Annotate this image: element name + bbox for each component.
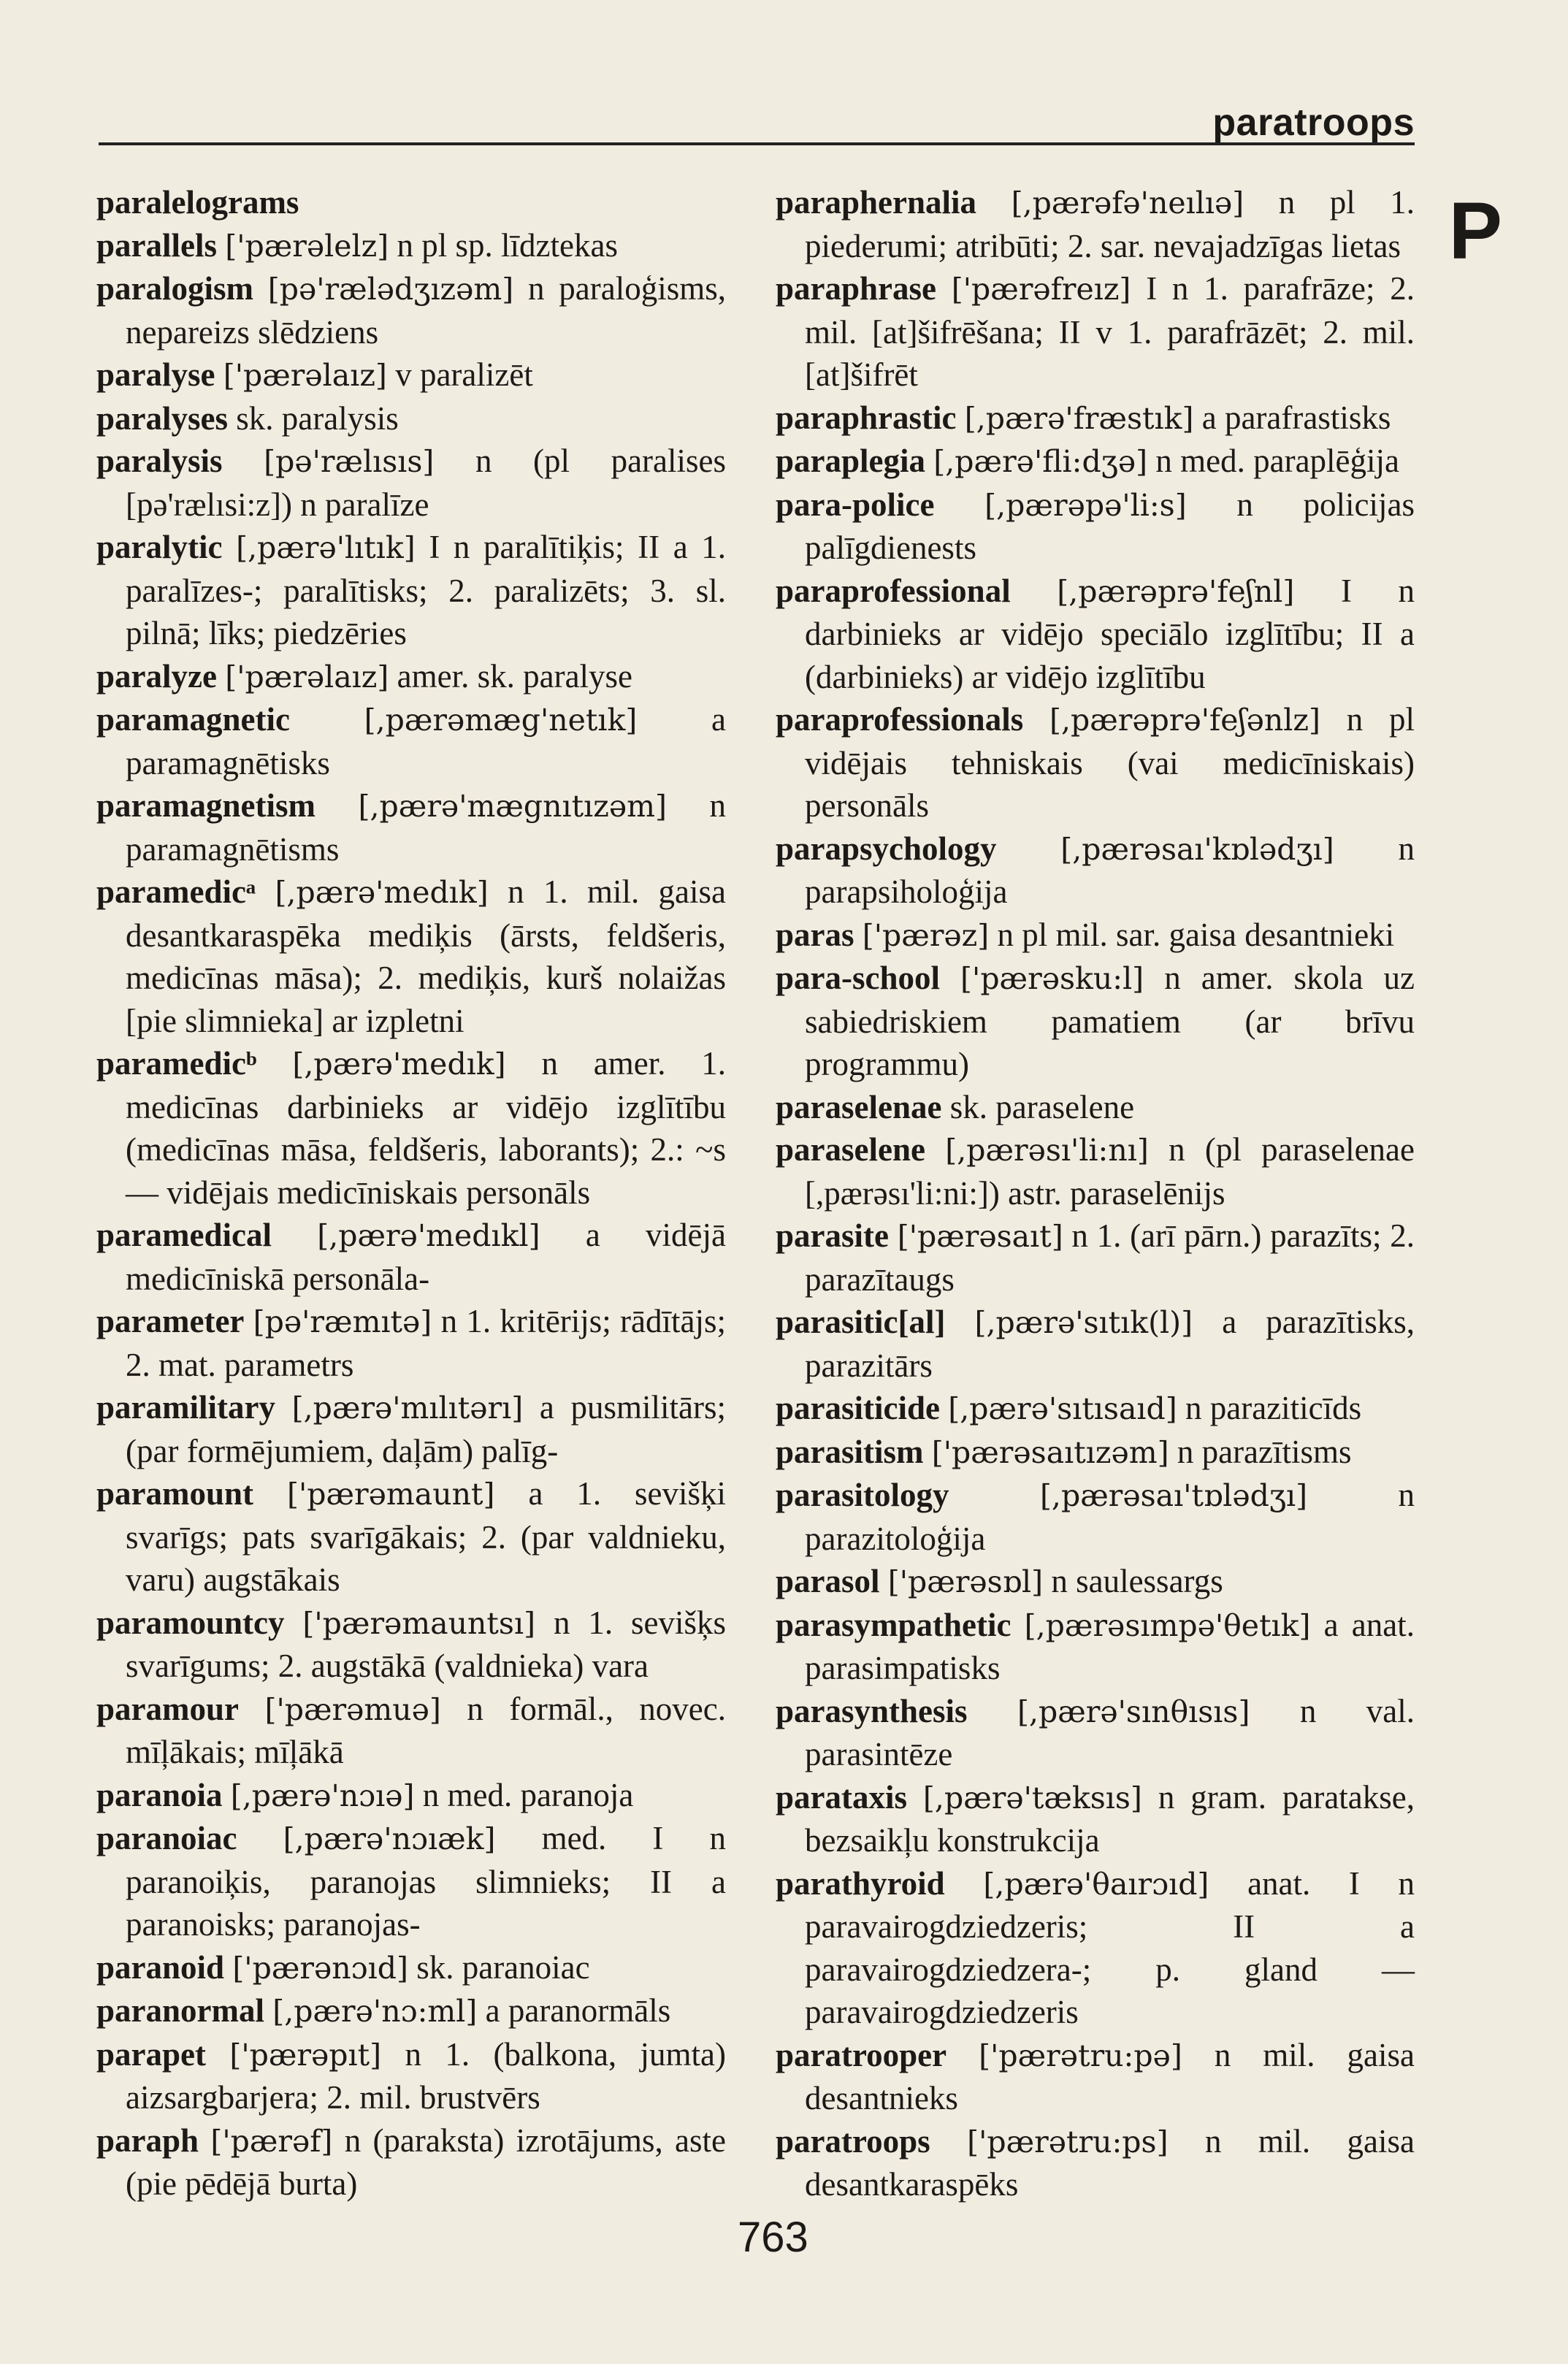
entry-definition: sk. paralysis xyxy=(236,399,399,437)
entry-pronunciation: [,pærə'nɔ:ml] xyxy=(272,1994,478,2029)
entry-pronunciation: [,pærəfə'neılıə] xyxy=(1011,185,1244,221)
entry-headword: paralysis xyxy=(96,443,223,479)
entry-headword: paraprofessional xyxy=(776,572,1011,609)
entry-definition: n parapsiholoģija xyxy=(805,830,1415,910)
entry-definition: n 1. sevišķs svarīgums; 2. augstākā (valdnieka) vara xyxy=(126,1604,726,1684)
entry-definition: n 1. kritērijs; rādītājs; 2. mat. parametrs xyxy=(126,1303,727,1383)
entry-headword: paraselenae xyxy=(776,1088,942,1125)
entry-headword: parasol xyxy=(776,1563,880,1599)
dictionary-entry xyxy=(96,181,726,224)
entry-pronunciation: [pə'ræmıtə] xyxy=(253,1304,432,1339)
dictionary-entry xyxy=(776,1431,1415,1474)
entry-pronunciation: ['pærətru:pə] xyxy=(979,2038,1182,2073)
entry-definition: anat. I n paravairogdziedzeris; II a paravairogdziedzera-; p. gland — paravairogdziedzeris xyxy=(805,1864,1415,2030)
entry-definition: I n 1. parafrāze; 2. mil. [at]šifrēšana; II v 1. parafrāzēt; 2. mil. [at]šifrēt xyxy=(805,270,1415,393)
entry-definition: n gram. paratakse, bezsaikļu konstrukcija xyxy=(805,1778,1415,1859)
entry-headword: parasite xyxy=(776,1217,889,1254)
header-rule xyxy=(99,142,1415,145)
dictionary-entry xyxy=(96,1214,726,1300)
entry-pronunciation: ['pærəfreız] xyxy=(951,272,1131,307)
entry-pronunciation: [,pærəpə'li:s] xyxy=(984,487,1187,523)
entry-pronunciation: [,pærə'medık] xyxy=(292,1047,506,1082)
entry-pronunciation: [,pærə'sıtık(l)] xyxy=(974,1305,1193,1340)
dictionary-entry xyxy=(96,698,726,784)
entry-pronunciation: [,pærə'medık] xyxy=(275,875,489,910)
entry-definition: n mil. gaisa desantkaraspēks xyxy=(805,2122,1415,2203)
dictionary-entry xyxy=(96,397,726,440)
dictionary-entry xyxy=(96,1688,726,1774)
entry-pronunciation: [,pærə'nɔıæk] xyxy=(283,1821,496,1856)
entry-pronunciation: ['pærəf] xyxy=(210,2123,333,2159)
entry-definition: n (pl paralises [pə'rælısi:z]) n paralīze xyxy=(126,443,727,523)
entry-definition: n amer. 1. medicīnas darbinieks ar vidējo izglītību (medicīnas māsa, feldšeris, laborants); 2.: ~s — vidējais medicīniskais personāls xyxy=(126,1045,726,1211)
entry-headword: paraphrastic xyxy=(776,399,957,436)
entry-definition: n amer. skola uz sabiedriskiem pamatiem (ar brīvu programmu) xyxy=(805,960,1415,1082)
entry-definition: n formāl., novec. mīļākais; mīļākā xyxy=(126,1690,726,1770)
entry-pronunciation: [pə'rælədʒızəm] xyxy=(267,272,514,307)
entry-headword: paralyses xyxy=(96,399,228,437)
entry-headword: parasitology xyxy=(776,1477,949,1513)
dictionary-entry xyxy=(96,2119,726,2206)
entry-pronunciation: ['pærəmuə] xyxy=(264,1691,441,1727)
entry-definition: n pl 1. piederumi; atribūti; 2. sar. nevajadzīgas lietas xyxy=(805,184,1415,264)
entry-pronunciation: [,pærə'mılıtərı] xyxy=(291,1391,524,1426)
dictionary-entry xyxy=(776,1604,1415,1690)
entry-headword: paraph xyxy=(96,2122,199,2159)
entry-definition: a paranormāls xyxy=(485,1992,671,2029)
entry-pronunciation: [,pærə'lıtık] xyxy=(236,530,416,565)
entry-definition: I n paralītiķis; II a 1. paralīzes-; paralītisks; 2. paralizēts; 3. sl. pilnā; līks; piedzēries xyxy=(126,529,727,651)
entry-pronunciation: ['pærəsaıtızəm] xyxy=(931,1434,1169,1470)
entry-headword: paramilitary xyxy=(96,1389,275,1426)
dictionary-entry xyxy=(776,1214,1415,1301)
entry-headword: paramagnetism xyxy=(96,787,315,824)
entry-pronunciation: [,pærə'tæksıs] xyxy=(922,1780,1142,1816)
entry-definition: sk. paranoiac xyxy=(416,1948,590,1986)
entry-headword: parapsychology xyxy=(776,830,997,867)
dictionary-entry xyxy=(96,655,726,699)
entry-definition: sk. paraselene xyxy=(949,1088,1135,1125)
entry-headword: paratrooper xyxy=(776,2036,947,2073)
entry-pronunciation: [,pærə'sıtısaıd] xyxy=(948,1391,1177,1426)
dictionary-entry xyxy=(776,483,1415,570)
entry-pronunciation: [,pærəsaı'tɒlədʒı] xyxy=(1039,1478,1308,1513)
entry-definition: n paramagnētisms xyxy=(126,787,726,868)
entry-headword: paranoia xyxy=(96,1776,223,1813)
dictionary-entry xyxy=(96,1817,726,1946)
running-head: paratroops xyxy=(1212,102,1415,144)
entry-definition: a vidējā medicīniskā personāla- xyxy=(126,1217,726,1297)
dictionary-entry xyxy=(776,1086,1415,1129)
entry-pronunciation: ['pærəlelz] xyxy=(225,228,389,264)
entry-definition: v paralizēt xyxy=(395,356,533,393)
entry-headword: paramountcy xyxy=(96,1604,285,1641)
dictionary-entry xyxy=(96,267,726,353)
entry-pronunciation: ['pærəpıt] xyxy=(229,2037,382,2073)
dictionary-entry xyxy=(776,1560,1415,1604)
entry-headword: parathyroid xyxy=(776,1864,945,1902)
entry-definition: a parazītisks, parazitārs xyxy=(805,1304,1415,1384)
section-letter-tab: P xyxy=(1448,186,1502,276)
entry-pronunciation: ['pærəsɒl] xyxy=(887,1564,1044,1599)
entry-pronunciation: [,pærəprə'feʃənlz] xyxy=(1049,703,1320,738)
dictionary-entry xyxy=(96,1042,726,1214)
entry-definition: a parafrastisks xyxy=(1201,399,1391,436)
entry-definition: n policijas palīgdienests xyxy=(805,486,1415,566)
entry-pronunciation: [,pærə'medıkl] xyxy=(317,1218,540,1253)
entry-definition: n paraloģisms, nepareizs slēdziens xyxy=(126,270,727,351)
dictionary-entry xyxy=(96,1602,726,1688)
entry-headword: para-police xyxy=(776,486,935,523)
entry-pronunciation: ['pærəz] xyxy=(862,917,990,953)
entry-headword: paraprofessionals xyxy=(776,701,1024,738)
dictionary-entry xyxy=(96,1386,726,1472)
entry-definition: n 1. (balkona, jumta) aizsargbarjera; 2. mil. brustvērs xyxy=(126,2035,727,2116)
entry-definition: n pl vidējais tehniskais (vai medicīniskais) personāls xyxy=(805,701,1415,824)
entry-pronunciation: ['pærəsaıt] xyxy=(897,1219,1063,1254)
entry-headword: paramount xyxy=(96,1475,254,1512)
entry-headword: parallels xyxy=(96,226,217,264)
dictionary-entry xyxy=(96,526,726,655)
entry-pronunciation: [,pærəsımpə'θetık] xyxy=(1024,1607,1311,1643)
entry-pronunciation: ['pærətru:ps] xyxy=(967,2124,1169,2160)
entry-headword: paras xyxy=(776,916,854,953)
dictionary-entry xyxy=(776,267,1415,397)
entry-pronunciation: [,pærə'θaırɔıd] xyxy=(983,1866,1209,1902)
entry-headword: paranoid xyxy=(96,1948,225,1986)
dictionary-entry xyxy=(776,914,1415,957)
entry-definition: a 1. sevišķi svarīgs; pats svarīgākais; 2. (par valdnieku, varu) augstākais xyxy=(126,1475,727,1598)
entry-definition: n (pl paraselenae [,pærəsı'li:ni:]) astr. paraselēnijs xyxy=(805,1131,1415,1212)
entry-definition: a paramagnētisks xyxy=(126,701,726,781)
entry-pronunciation: [,pærə'mægnıtızəm] xyxy=(358,789,667,824)
page-number: 763 xyxy=(738,2214,808,2261)
entry-headword: paralyse xyxy=(96,356,215,393)
entry-headword: paramagnetic xyxy=(96,701,290,738)
entry-headword: parasitic[al] xyxy=(776,1304,946,1340)
entry-pronunciation: [,pærəprə'feʃnl] xyxy=(1057,573,1295,609)
dictionary-entry xyxy=(96,1774,726,1818)
dictionary-entry xyxy=(776,1387,1415,1431)
entry-headword: paranoiac xyxy=(96,1820,237,1856)
entry-definition: I n darbinieks ar vidējo speciālo izglītību; II a (darbinieks) ar vidējo izglītību xyxy=(805,572,1415,695)
dictionary-entry xyxy=(96,224,726,268)
dictionary-entry xyxy=(776,181,1415,267)
dictionary-entry xyxy=(776,440,1415,483)
entry-headword: paralogism xyxy=(96,270,254,307)
entry-headword: paralytic xyxy=(96,529,223,565)
entry-definition: n 1. (arī pārn.) parazīts; 2. parazītaugs xyxy=(805,1217,1415,1298)
dictionary-entry xyxy=(776,957,1415,1086)
left-column xyxy=(96,181,726,2206)
dictionary-entry xyxy=(776,1690,1415,1776)
dictionary-entry xyxy=(96,1946,726,1990)
dictionary-entry xyxy=(776,2034,1415,2120)
dictionary-entry xyxy=(776,827,1415,914)
dictionary-entry xyxy=(96,784,726,871)
entry-definition: a pusmilitārs; (par formējumiem, daļām) palīg- xyxy=(126,1389,726,1469)
entry-pronunciation: ['pærəsku:l] xyxy=(960,961,1144,996)
entry-definition: n pl mil. sar. gaisa desantnieki xyxy=(997,916,1395,953)
entry-pronunciation: ['pærəmauntsı] xyxy=(302,1605,536,1641)
entry-headword: para-school xyxy=(776,960,940,996)
dictionary-entry xyxy=(776,1776,1415,1862)
entry-headword: paraphrase xyxy=(776,270,937,307)
dictionary-entry xyxy=(96,353,726,397)
entry-headword: parameter xyxy=(96,1303,245,1339)
dictionary-entry xyxy=(776,1474,1415,1560)
dictionary-entry xyxy=(776,1128,1415,1214)
entry-headword: parasiticide xyxy=(776,1390,940,1426)
entry-headword: paraselene xyxy=(776,1131,925,1168)
entry-headword: parataxis xyxy=(776,1778,907,1816)
entry-definition: n mil. gaisa desantnieks xyxy=(805,2036,1415,2116)
entry-pronunciation: [,pærəsı'li:nı] xyxy=(945,1133,1149,1168)
dictionary-entry xyxy=(96,1300,726,1386)
entry-pronunciation: [,pærəmæg'netık] xyxy=(364,703,638,738)
entry-pronunciation: [,pærə'nɔıə] xyxy=(230,1778,415,1813)
dictionary-entry xyxy=(776,2120,1415,2206)
entry-definition: n saulessargs xyxy=(1051,1563,1223,1599)
entry-definition: n 1. mil. gaisa desantkaraspēka mediķis (ārsts, feldšeris, medicīnas māsa); 2. mediķis, kurš nolaižas [pie slimnieka] ar izpletni xyxy=(126,873,727,1039)
entry-definition: n parazītisms xyxy=(1177,1433,1352,1470)
entry-headword: paranormal xyxy=(96,1992,264,2029)
entry-pronunciation: ['pærəlaız] xyxy=(225,659,389,695)
entry-definition: a anat. parasimpatisks xyxy=(805,1606,1415,1686)
entry-definition: n parazitoloģija xyxy=(805,1477,1415,1557)
entry-headword: paramour xyxy=(96,1690,239,1727)
dictionary-entry xyxy=(776,1862,1415,2034)
dictionary-entry xyxy=(96,871,726,1042)
entry-headword: paramedicᵇ xyxy=(96,1045,257,1082)
entry-headword: paramedicᵃ xyxy=(96,873,256,910)
entry-pronunciation: [,pærə'fli:dʒə] xyxy=(933,444,1148,479)
entry-headword: paramedical xyxy=(96,1217,272,1253)
entry-definition: n med. paranoja xyxy=(422,1776,634,1813)
entry-definition: n paraziticīds xyxy=(1185,1390,1362,1426)
entry-definition: n (paraksta) izrotājums, aste (pie pēdējā burta) xyxy=(126,2122,727,2202)
entry-headword: parasitism xyxy=(776,1433,924,1470)
entry-headword: paralyze xyxy=(96,657,217,695)
right-column xyxy=(776,181,1415,2206)
entry-definition: amer. sk. paralyse xyxy=(397,657,633,695)
entry-pronunciation: ['pærəmaunt] xyxy=(286,1477,495,1512)
entry-headword: parapet xyxy=(96,2035,206,2073)
dictionary-entry xyxy=(776,397,1415,440)
dictionary-entry xyxy=(96,1989,726,2033)
entry-definition: med. I n paranoiķis, paranojas slimnieks; II a paranoisks; paranojas- xyxy=(126,1820,727,1943)
entry-headword: paraphernalia xyxy=(776,184,977,221)
dictionary-entry xyxy=(776,1301,1415,1387)
entry-headword: paraplegia xyxy=(776,443,926,479)
dictionary-entry xyxy=(776,570,1415,699)
entry-definition: n val. parasintēze xyxy=(805,1692,1415,1772)
dictionary-entry xyxy=(96,1472,726,1602)
entry-pronunciation: [,pærə'sınθısıs] xyxy=(1017,1694,1250,1729)
entry-pronunciation: ['pærənɔıd] xyxy=(232,1950,408,1986)
entry-definition: n pl sp. līdztekas xyxy=(397,226,618,264)
entry-headword: paralelograms xyxy=(96,184,299,221)
entry-pronunciation: [,pærəsaı'kɒlədʒı] xyxy=(1060,831,1334,867)
dictionary-entry xyxy=(96,2033,726,2119)
entry-headword: paratroops xyxy=(776,2122,930,2160)
entry-pronunciation: [pə'rælısıs] xyxy=(264,444,435,479)
entry-headword: parasympathetic xyxy=(776,1606,1011,1643)
entry-headword: parasynthesis xyxy=(776,1692,968,1729)
dictionary-entry xyxy=(776,698,1415,827)
entry-definition: n med. paraplēģija xyxy=(1155,443,1400,479)
entry-pronunciation: [,pærə'fræstık] xyxy=(964,400,1194,436)
dictionary-entry xyxy=(96,440,726,526)
entry-pronunciation: ['pærəlaız] xyxy=(223,358,387,393)
